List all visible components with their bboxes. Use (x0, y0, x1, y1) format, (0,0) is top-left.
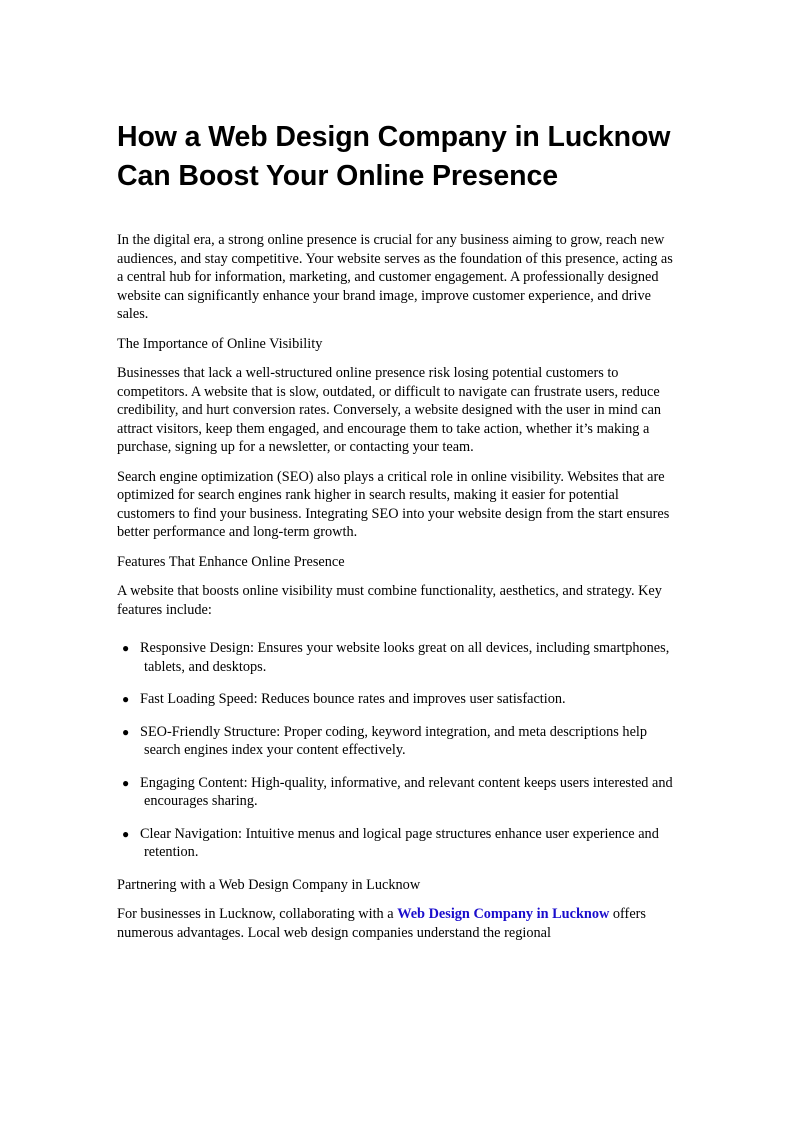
partnering-text-before: For businesses in Lucknow, collaborating with a (117, 906, 398, 922)
document-page (117, 118, 673, 953)
bullet-icon: ● (122, 692, 130, 706)
section-heading-features: Features That Enhance Online Presence (117, 553, 345, 570)
features-list (117, 639, 673, 862)
feature-text: Responsive Design: Ensures your website looks great on all devices, including smartphones, tablets, and desktops. (140, 640, 670, 675)
list-item (117, 690, 673, 709)
feature-text: Fast Loading Speed: Reduces bounce rates and improves user satisfaction. (140, 691, 566, 707)
online-visibility-paragraph-2: Search engine optimization (SEO) also plays a critical role in online visibility. Websites that are optimized for search engines rank higher in search results, making it easier for potential customers to find your business. Integrating SEO into your website design from the start ensures better performance and long-term growth. (117, 468, 670, 540)
partnering-paragraph (117, 905, 673, 942)
partnering-text-after: offers numerous advantages. Local web design companies understand the regional (117, 906, 646, 941)
section-heading-online-visibility: The Importance of Online Visibility (117, 335, 323, 352)
page-title: How a Web Design Company in Lucknow Can Boost Your Online Presence (117, 121, 671, 192)
list-item (117, 825, 673, 862)
feature-text: Clear Navigation: Intuitive menus and logical page structures enhance user experience and retention. (140, 825, 659, 860)
intro-paragraph: In the digital era, a strong online presence is crucial for any business aiming to grow, reach new audiences, and stay competitive. Your website serves as the foundation of this presence, acting as a central hub for information, marketing, and customer engagement. A professionally designed website can significantly enhance your brand image, improve customer experience, and drive sales. (117, 232, 673, 322)
bullet-icon: ● (122, 641, 130, 655)
features-intro-paragraph: A website that boosts online visibility must combine functionality, aesthetics, and strategy. Key features include: (117, 583, 662, 618)
feature-text: SEO-Friendly Structure: Proper coding, keyword integration, and meta descriptions help search engines index your content effectively. (140, 723, 648, 758)
list-item (117, 774, 673, 811)
web-design-company-link[interactable]: Web Design Company in Lucknow (397, 906, 610, 922)
bullet-icon: ● (122, 775, 130, 790)
bullet-icon: ● (122, 724, 130, 739)
online-visibility-paragraph-1: Businesses that lack a well-structured online presence risk losing potential customers to competitors. A website that is slow, outdated, or difficult to navigate can frustrate users, reduce credibility, and hurt conversion rates. Conversely, a website designed with the user in mind can attract visitors, keep them engaged, and encourage them to take action, whether it’s making a purchase, signing up for a newsletter, or contacting your team. (117, 365, 662, 455)
feature-text: Engaging Content: High-quality, informative, and relevant content keeps users interested and encourages sharing. (140, 774, 673, 809)
list-item (117, 723, 673, 760)
bullet-icon: ● (122, 826, 130, 841)
section-heading-partnering: Partnering with a Web Design Company in Lucknow (117, 876, 421, 893)
list-item (117, 639, 673, 676)
